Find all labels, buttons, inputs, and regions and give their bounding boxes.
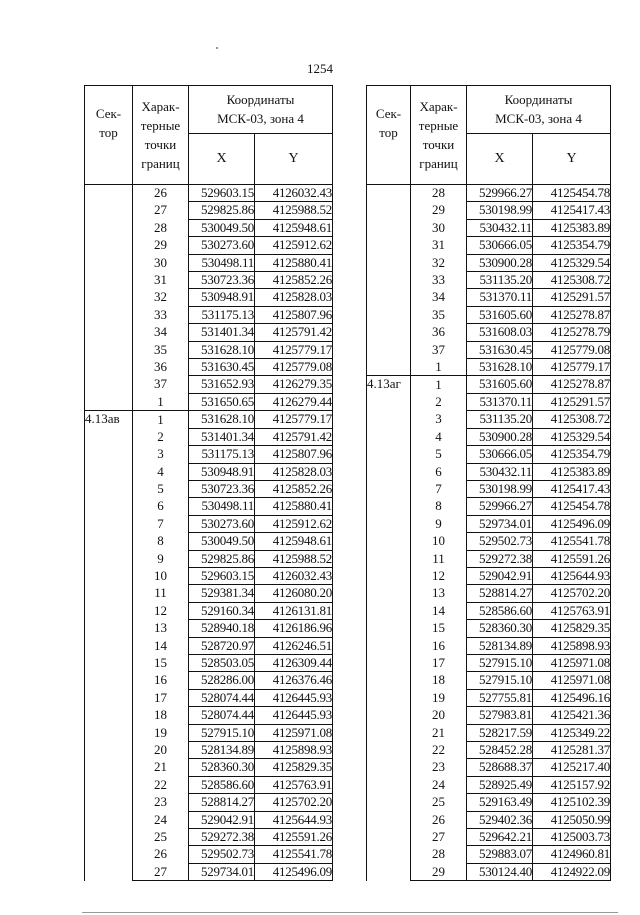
x-coordinate-cell: 528586.60	[467, 602, 533, 619]
sector-cell	[367, 185, 411, 376]
x-coordinate-cell: 531135.20	[467, 411, 533, 428]
x-coordinate-cell: 528688.37	[467, 759, 533, 776]
point-number-cell: 15	[411, 620, 467, 637]
y-coordinate-cell: 4125852.26	[255, 480, 333, 497]
y-coordinate-cell: 4125354.79	[533, 237, 611, 254]
x-coordinate-cell: 528360.30	[189, 759, 255, 776]
point-number-cell: 2	[133, 428, 189, 445]
point-number-cell: 28	[411, 846, 467, 863]
point-number-cell: 20	[411, 707, 467, 724]
table-row	[85, 185, 333, 202]
x-coordinate-cell: 531605.60	[467, 376, 533, 393]
point-number-cell: 28	[411, 185, 467, 202]
coordinates-table-left	[84, 85, 333, 881]
point-number-cell: 36	[133, 359, 189, 376]
y-coordinate-cell: 4125308.72	[533, 272, 611, 289]
y-coordinate-cell: 4125003.73	[533, 829, 611, 846]
y-coordinate-cell: 4126032.43	[255, 185, 333, 202]
y-coordinate-cell: 4126131.81	[255, 602, 333, 619]
point-number-cell: 34	[133, 324, 189, 341]
y-coordinate-cell: 4125763.91	[255, 776, 333, 793]
y-coordinate-cell: 4125157.92	[533, 776, 611, 793]
y-coordinate-cell: 4125541.78	[533, 533, 611, 550]
point-number-cell: 8	[411, 498, 467, 515]
x-coordinate-cell: 530666.05	[467, 446, 533, 463]
x-coordinate-cell: 529966.27	[467, 498, 533, 515]
y-coordinate-cell: 4125329.54	[533, 428, 611, 445]
point-number-cell: 11	[133, 585, 189, 602]
point-number-cell: 22	[133, 776, 189, 793]
x-coordinate-cell: 530948.91	[189, 289, 255, 306]
y-coordinate-cell: 4125971.08	[533, 654, 611, 671]
y-coordinate-cell: 4125496.09	[255, 863, 333, 880]
x-coordinate-cell: 529272.38	[189, 829, 255, 846]
point-number-cell: 29	[133, 237, 189, 254]
y-coordinate-cell: 4125898.93	[255, 742, 333, 759]
x-coordinate-cell: 529825.86	[189, 202, 255, 219]
point-number-cell: 6	[411, 463, 467, 480]
y-coordinate-cell: 4125779.17	[533, 359, 611, 376]
point-number-cell: 21	[133, 759, 189, 776]
point-number-cell: 12	[133, 602, 189, 619]
point-number-cell: 26	[411, 811, 467, 828]
x-coordinate-cell: 530432.11	[467, 219, 533, 236]
point-number-cell: 1	[133, 393, 189, 410]
y-coordinate-cell: 4125779.08	[533, 341, 611, 358]
y-coordinate-cell: 4125779.08	[255, 359, 333, 376]
x-coordinate-cell: 527915.10	[467, 672, 533, 689]
scan-speck	[216, 47, 218, 49]
x-coordinate-cell: 530900.28	[467, 428, 533, 445]
x-coordinate-cell: 528074.44	[189, 707, 255, 724]
x-coordinate-cell: 528814.27	[189, 794, 255, 811]
point-number-cell: 24	[411, 776, 467, 793]
x-coordinate-cell: 530900.28	[467, 254, 533, 271]
point-number-cell: 18	[411, 672, 467, 689]
point-number-cell: 29	[411, 863, 467, 880]
point-number-cell: 20	[133, 742, 189, 759]
x-coordinate-cell: 528074.44	[189, 689, 255, 706]
y-coordinate-cell: 4125880.41	[255, 254, 333, 271]
x-coordinate-cell: 531628.10	[189, 411, 255, 428]
x-coordinate-cell: 531628.10	[189, 341, 255, 358]
x-coordinate-cell: 528940.18	[189, 620, 255, 637]
y-coordinate-cell: 4125291.57	[533, 393, 611, 410]
x-coordinate-cell: 531175.13	[189, 446, 255, 463]
point-number-cell: 12	[411, 567, 467, 584]
point-number-cell: 7	[411, 480, 467, 497]
y-coordinate-cell: 4125644.93	[255, 811, 333, 828]
point-number-cell: 23	[133, 794, 189, 811]
coordinates-table-right	[366, 85, 611, 881]
x-coordinate-cell: 527755.81	[467, 689, 533, 706]
y-coordinate-cell: 4125591.26	[533, 550, 611, 567]
x-coordinate-cell: 529160.34	[189, 602, 255, 619]
y-coordinate-cell: 4125948.61	[255, 533, 333, 550]
x-coordinate-cell: 528720.97	[189, 637, 255, 654]
point-number-cell: 26	[133, 185, 189, 202]
point-number-cell: 3	[133, 446, 189, 463]
point-number-cell: 21	[411, 724, 467, 741]
y-coordinate-cell: 4125417.43	[533, 202, 611, 219]
point-number-cell: 35	[411, 306, 467, 323]
y-coordinate-cell: 4125852.26	[255, 272, 333, 289]
y-coordinate-cell: 4125829.35	[255, 759, 333, 776]
x-coordinate-cell: 528586.60	[189, 776, 255, 793]
header-y: Y	[533, 133, 611, 184]
point-number-cell: 4	[411, 428, 467, 445]
point-number-cell: 13	[133, 620, 189, 637]
point-number-cell: 9	[411, 515, 467, 532]
point-number-cell: 26	[133, 846, 189, 863]
y-coordinate-cell: 4125828.03	[255, 463, 333, 480]
x-coordinate-cell: 531628.10	[467, 359, 533, 376]
point-number-cell: 14	[133, 637, 189, 654]
header-coordinates: Координаты МСК-03, зона 4	[467, 86, 611, 134]
point-number-cell: 29	[411, 202, 467, 219]
header-sector: Сек- тор	[367, 86, 411, 185]
y-coordinate-cell: 4126279.35	[255, 376, 333, 393]
y-coordinate-cell: 4125702.20	[533, 585, 611, 602]
table-row	[367, 185, 611, 202]
x-coordinate-cell: 530948.91	[189, 463, 255, 480]
point-number-cell: 31	[411, 237, 467, 254]
y-coordinate-cell: 4125383.89	[533, 463, 611, 480]
point-number-cell: 23	[411, 759, 467, 776]
x-coordinate-cell: 530723.36	[189, 480, 255, 497]
point-number-cell: 9	[133, 550, 189, 567]
point-number-cell: 36	[411, 324, 467, 341]
x-coordinate-cell: 529042.91	[467, 567, 533, 584]
y-coordinate-cell: 4126246.51	[255, 637, 333, 654]
y-coordinate-cell: 4125217.40	[533, 759, 611, 776]
x-coordinate-cell: 529642.21	[467, 829, 533, 846]
point-number-cell: 24	[133, 811, 189, 828]
point-number-cell: 15	[133, 654, 189, 671]
point-number-cell: 32	[133, 289, 189, 306]
y-coordinate-cell: 4126080.20	[255, 585, 333, 602]
x-coordinate-cell: 527983.81	[467, 707, 533, 724]
y-coordinate-cell: 4125644.93	[533, 567, 611, 584]
x-coordinate-cell: 529381.34	[189, 585, 255, 602]
y-coordinate-cell: 4125541.78	[255, 846, 333, 863]
x-coordinate-cell: 530723.36	[189, 272, 255, 289]
header-sector: Сек- тор	[85, 86, 133, 185]
x-coordinate-cell: 529402.36	[467, 811, 533, 828]
point-number-cell: 27	[133, 202, 189, 219]
y-coordinate-cell: 4125454.78	[533, 185, 611, 202]
y-coordinate-cell: 4125807.96	[255, 306, 333, 323]
point-number-cell: 22	[411, 742, 467, 759]
x-coordinate-cell: 530273.60	[189, 515, 255, 532]
point-number-cell: 17	[411, 654, 467, 671]
point-number-cell: 1	[411, 359, 467, 376]
point-number-cell: 7	[133, 515, 189, 532]
point-number-cell: 34	[411, 289, 467, 306]
y-coordinate-cell: 4125763.91	[533, 602, 611, 619]
x-coordinate-cell: 528925.49	[467, 776, 533, 793]
y-coordinate-cell: 4126376.46	[255, 672, 333, 689]
x-coordinate-cell: 529603.15	[189, 567, 255, 584]
point-number-cell: 11	[411, 550, 467, 567]
x-coordinate-cell: 530198.99	[467, 202, 533, 219]
x-coordinate-cell: 528286.00	[189, 672, 255, 689]
point-number-cell: 31	[133, 272, 189, 289]
x-coordinate-cell: 529883.07	[467, 846, 533, 863]
x-coordinate-cell: 530124.40	[467, 863, 533, 880]
point-number-cell: 6	[133, 498, 189, 515]
x-coordinate-cell: 531630.45	[467, 341, 533, 358]
header-points: Харак- терные точки границ	[133, 86, 189, 185]
point-number-cell: 5	[411, 446, 467, 463]
y-coordinate-cell: 4125349.22	[533, 724, 611, 741]
y-coordinate-cell: 4125383.89	[533, 219, 611, 236]
sector-cell	[85, 185, 133, 411]
x-coordinate-cell: 530432.11	[467, 463, 533, 480]
x-coordinate-cell: 530498.11	[189, 254, 255, 271]
y-coordinate-cell: 4125791.42	[255, 324, 333, 341]
x-coordinate-cell: 529825.86	[189, 550, 255, 567]
y-coordinate-cell: 4125278.79	[533, 324, 611, 341]
point-number-cell: 16	[133, 672, 189, 689]
y-coordinate-cell: 4126309.44	[255, 654, 333, 671]
x-coordinate-cell: 528360.30	[467, 620, 533, 637]
x-coordinate-cell: 530198.99	[467, 480, 533, 497]
y-coordinate-cell: 4125948.61	[255, 219, 333, 236]
header-x: X	[467, 133, 533, 184]
point-number-cell: 27	[133, 863, 189, 880]
y-coordinate-cell: 4125971.08	[533, 672, 611, 689]
y-coordinate-cell: 4125829.35	[533, 620, 611, 637]
x-coordinate-cell: 529734.01	[189, 863, 255, 880]
x-coordinate-cell: 529502.73	[189, 846, 255, 863]
point-number-cell: 25	[411, 794, 467, 811]
x-coordinate-cell: 530498.11	[189, 498, 255, 515]
y-coordinate-cell: 4125278.87	[533, 306, 611, 323]
sector-cell: 4.13ав	[85, 411, 133, 881]
y-coordinate-cell: 4124922.09	[533, 863, 611, 880]
x-coordinate-cell: 530666.05	[467, 237, 533, 254]
point-number-cell: 25	[133, 829, 189, 846]
x-coordinate-cell: 529042.91	[189, 811, 255, 828]
y-coordinate-cell: 4125454.78	[533, 498, 611, 515]
point-number-cell: 30	[133, 254, 189, 271]
point-number-cell: 3	[411, 411, 467, 428]
y-coordinate-cell: 4125779.17	[255, 341, 333, 358]
x-coordinate-cell: 529163.49	[467, 794, 533, 811]
y-coordinate-cell: 4125102.39	[533, 794, 611, 811]
point-number-cell: 35	[133, 341, 189, 358]
point-number-cell: 1	[411, 376, 467, 393]
point-number-cell: 5	[133, 480, 189, 497]
sector-cell: 4.13аг	[367, 376, 411, 881]
y-coordinate-cell: 4125291.57	[533, 289, 611, 306]
x-coordinate-cell: 527915.10	[467, 654, 533, 671]
y-coordinate-cell: 4125329.54	[533, 254, 611, 271]
y-coordinate-cell: 4125496.09	[533, 515, 611, 532]
point-number-cell: 16	[411, 637, 467, 654]
x-coordinate-cell: 531370.11	[467, 393, 533, 410]
y-coordinate-cell: 4125281.37	[533, 742, 611, 759]
point-number-cell: 17	[133, 689, 189, 706]
y-coordinate-cell: 4126445.93	[255, 707, 333, 724]
y-coordinate-cell: 4125880.41	[255, 498, 333, 515]
x-coordinate-cell: 528452.28	[467, 742, 533, 759]
header-points: Харак- терные точки границ	[411, 86, 467, 185]
page-number: 1254	[307, 61, 333, 76]
header-x: X	[189, 133, 255, 184]
scan-edge-line	[82, 912, 618, 913]
x-coordinate-cell: 531401.34	[189, 324, 255, 341]
x-coordinate-cell: 529272.38	[467, 550, 533, 567]
x-coordinate-cell: 531605.60	[467, 306, 533, 323]
x-coordinate-cell: 530049.50	[189, 533, 255, 550]
x-coordinate-cell: 531652.93	[189, 376, 255, 393]
y-coordinate-cell: 4125050.99	[533, 811, 611, 828]
y-coordinate-cell: 4125417.43	[533, 480, 611, 497]
point-number-cell: 14	[411, 602, 467, 619]
point-number-cell: 37	[411, 341, 467, 358]
y-coordinate-cell: 4125308.72	[533, 411, 611, 428]
y-coordinate-cell: 4124960.81	[533, 846, 611, 863]
point-number-cell: 37	[133, 376, 189, 393]
x-coordinate-cell: 529734.01	[467, 515, 533, 532]
x-coordinate-cell: 531630.45	[189, 359, 255, 376]
x-coordinate-cell: 531401.34	[189, 428, 255, 445]
point-number-cell: 32	[411, 254, 467, 271]
point-number-cell: 18	[133, 707, 189, 724]
y-coordinate-cell: 4125898.93	[533, 637, 611, 654]
y-coordinate-cell: 4125496.16	[533, 689, 611, 706]
x-coordinate-cell: 527915.10	[189, 724, 255, 741]
point-number-cell: 19	[133, 724, 189, 741]
y-coordinate-cell: 4125988.52	[255, 550, 333, 567]
y-coordinate-cell: 4125807.96	[255, 446, 333, 463]
x-coordinate-cell: 531650.65	[189, 393, 255, 410]
x-coordinate-cell: 530049.50	[189, 219, 255, 236]
x-coordinate-cell: 531135.20	[467, 272, 533, 289]
table-row	[85, 411, 333, 428]
x-coordinate-cell: 529966.27	[467, 185, 533, 202]
y-coordinate-cell: 4125421.36	[533, 707, 611, 724]
y-coordinate-cell: 4125828.03	[255, 289, 333, 306]
x-coordinate-cell: 528503.05	[189, 654, 255, 671]
x-coordinate-cell: 530273.60	[189, 237, 255, 254]
y-coordinate-cell: 4125591.26	[255, 829, 333, 846]
x-coordinate-cell: 528217.59	[467, 724, 533, 741]
x-coordinate-cell: 529502.73	[467, 533, 533, 550]
y-coordinate-cell: 4125912.62	[255, 515, 333, 532]
x-coordinate-cell: 528134.89	[467, 637, 533, 654]
y-coordinate-cell: 4126279.44	[255, 393, 333, 410]
y-coordinate-cell: 4125702.20	[255, 794, 333, 811]
y-coordinate-cell: 4126186.96	[255, 620, 333, 637]
y-coordinate-cell: 4126445.93	[255, 689, 333, 706]
point-number-cell: 28	[133, 219, 189, 236]
x-coordinate-cell: 529603.15	[189, 185, 255, 202]
point-number-cell: 8	[133, 533, 189, 550]
point-number-cell: 30	[411, 219, 467, 236]
point-number-cell: 2	[411, 393, 467, 410]
point-number-cell: 10	[411, 533, 467, 550]
point-number-cell: 4	[133, 463, 189, 480]
point-number-cell: 13	[411, 585, 467, 602]
y-coordinate-cell: 4125354.79	[533, 446, 611, 463]
y-coordinate-cell: 4125779.17	[255, 411, 333, 428]
y-coordinate-cell: 4125988.52	[255, 202, 333, 219]
x-coordinate-cell: 531370.11	[467, 289, 533, 306]
x-coordinate-cell: 528134.89	[189, 742, 255, 759]
y-coordinate-cell: 4125791.42	[255, 428, 333, 445]
point-number-cell: 27	[411, 829, 467, 846]
y-coordinate-cell: 4126032.43	[255, 567, 333, 584]
header-coordinates: Координаты МСК-03, зона 4	[189, 86, 333, 134]
point-number-cell: 19	[411, 689, 467, 706]
header-y: Y	[255, 133, 333, 184]
x-coordinate-cell: 531175.13	[189, 306, 255, 323]
point-number-cell: 33	[411, 272, 467, 289]
y-coordinate-cell: 4125971.08	[255, 724, 333, 741]
y-coordinate-cell: 4125278.87	[533, 376, 611, 393]
point-number-cell: 33	[133, 306, 189, 323]
x-coordinate-cell: 528814.27	[467, 585, 533, 602]
point-number-cell: 1	[133, 411, 189, 428]
y-coordinate-cell: 4125912.62	[255, 237, 333, 254]
x-coordinate-cell: 531608.03	[467, 324, 533, 341]
point-number-cell: 10	[133, 567, 189, 584]
table-row	[367, 376, 611, 393]
